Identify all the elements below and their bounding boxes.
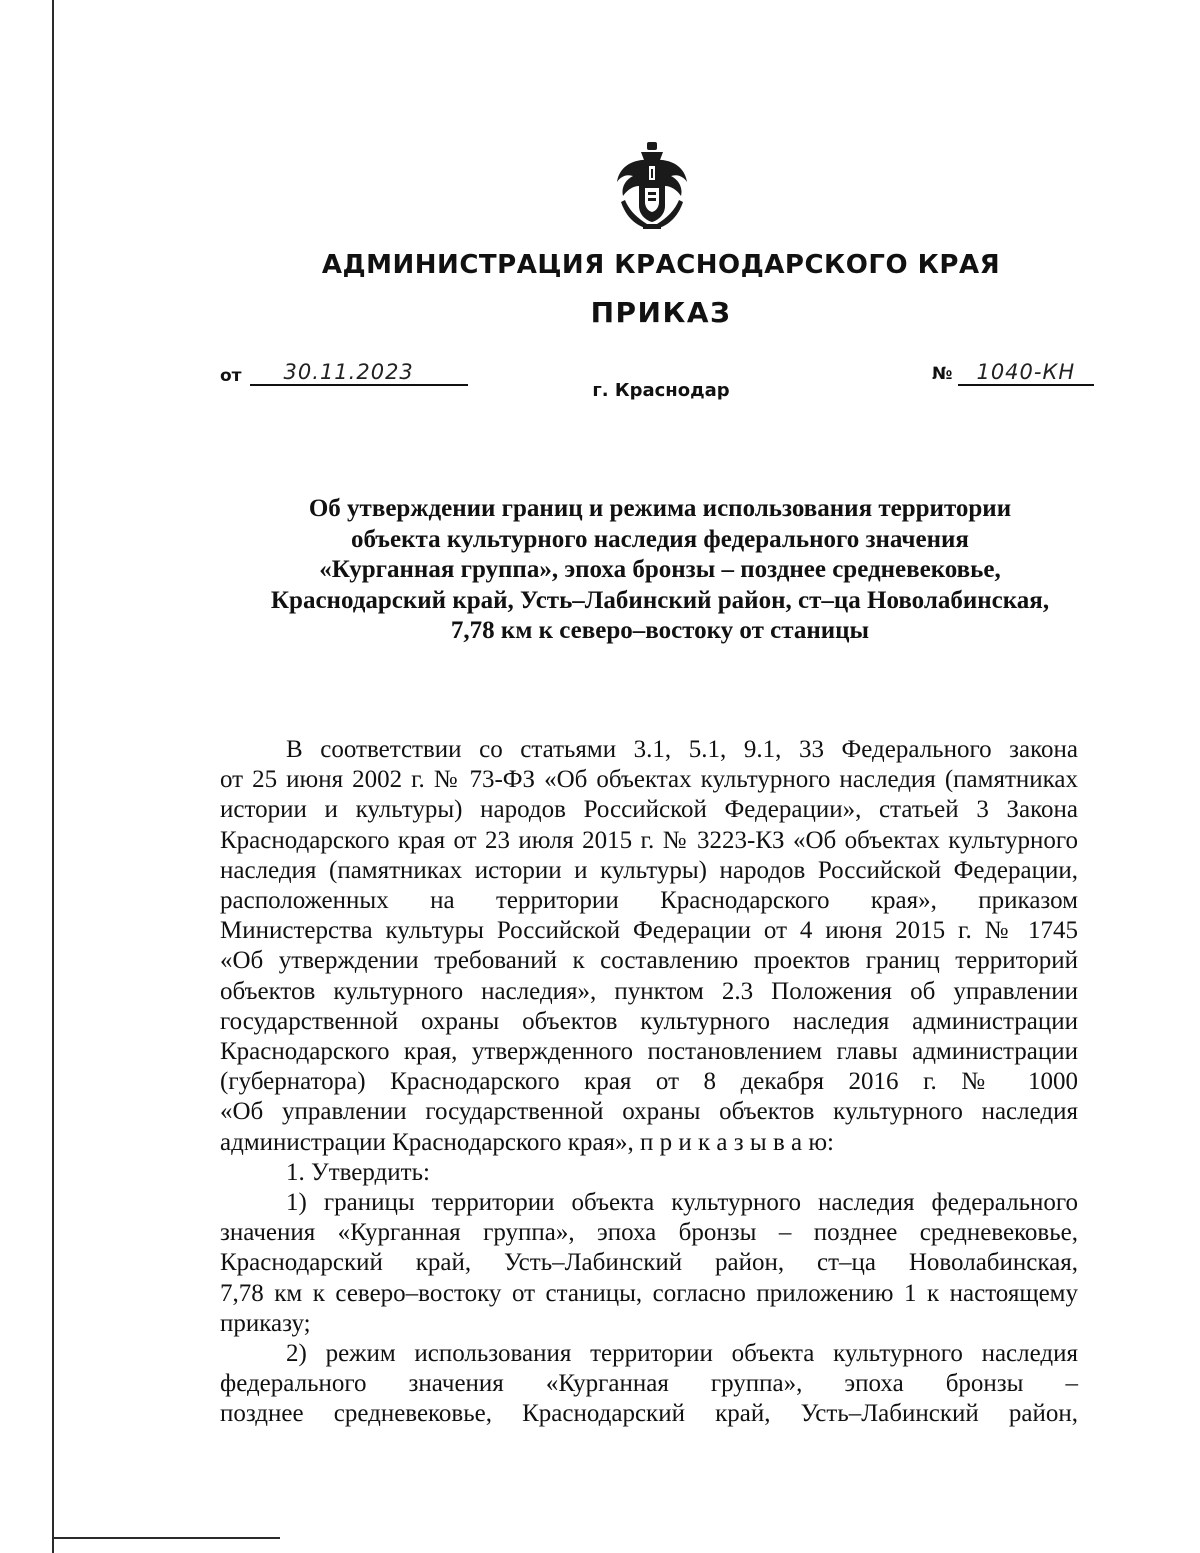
number-prefix: № [932, 364, 953, 384]
body-line: наследия (памятниках истории и культуры) народов Российской Федерации, [220, 856, 1078, 884]
body-line: 7,78 км к северо–востоку от станицы, согласно приложению 1 к настоящему [220, 1279, 1078, 1307]
subject-line: «Курганная группа», эпоха бронзы – позднее средневековье, [319, 556, 1001, 583]
document-body [220, 735, 1078, 1430]
document-subject [220, 494, 1100, 647]
body-line: значения «Курганная группа», эпоха бронзы – позднее средневековье, [220, 1219, 1078, 1247]
body-line: федерального значения «Курганная группа», эпоха бронзы – [220, 1370, 1078, 1398]
footer-line [52, 1537, 280, 1539]
coat-of-arms-emblem [611, 140, 693, 230]
body-line: от 25 июня 2002 г. № 73-ФЗ «Об объектах культурного наследия (памятниках [220, 766, 1078, 794]
body-line: истории и культуры) народов Российской Федерации», статьей 3 Закона [220, 796, 1078, 824]
city-label: г. Краснодар [592, 380, 730, 401]
document-kind-title: ПРИКАЗ [590, 296, 732, 329]
body-line: В соответствии со статьями 3.1, 5.1, 9.1, 33 Федерального закона [286, 736, 1078, 763]
body-line: Краснодарского края, утвержденного постановлением главы администрации [220, 1038, 1078, 1066]
number-line [932, 360, 1094, 386]
body-line: государственной охраны объектов культурного наследия администрации [220, 1007, 1078, 1035]
date-handwritten: 30.11.2023 [250, 360, 468, 386]
body-line: 2) режим использования территории объекта культурного наследия [286, 1340, 1078, 1368]
organization-title: АДМИНИСТРАЦИЯ КРАСНОДАРСКОГО КРАЯ [321, 250, 1001, 280]
body-line: Краснодарский край, Усть–Лабинский район, ст–ца Новолабинская, [220, 1249, 1078, 1277]
subject-line: 7,78 км к северо–востоку от станицы [450, 617, 870, 644]
body-line: объектов культурного наследия», пунктом 2.3 Положения об управлении [220, 977, 1078, 1005]
page-edge-line [52, 0, 54, 1553]
number-handwritten: 1040-КН [958, 360, 1094, 386]
subject-line: Краснодарский край, Усть–Лабинский район, ст–ца Новолабинская, [270, 586, 1050, 614]
body-line: 1. Утвердить: [286, 1158, 430, 1186]
body-line: расположенных на территории Краснодарского края», приказом [220, 887, 1078, 915]
body-line: (губернатора) Краснодарского края от 8 декабря 2016 г. № 1000 [220, 1068, 1078, 1096]
body-line: «Об утверждении требований к составлению проектов границ территорий [220, 947, 1078, 975]
body-line: «Об управлении государственной охраны объектов культурного наследия [220, 1098, 1078, 1126]
body-line: позднее средневековье, Краснодарский край, Усть–Лабинский район, [220, 1400, 1078, 1428]
subject-line: Об утверждении границ и режима использования территории [308, 495, 1012, 522]
body-line: приказу; [220, 1309, 311, 1337]
body-line: Министерства культуры Российской Федерации от 4 июня 2015 г. № 1745 [220, 917, 1078, 945]
body-line: Краснодарского края от 23 июля 2015 г. № 3223-КЗ «Об объектах культурного [220, 826, 1078, 854]
body-line: 1) границы территории объекта культурного наследия федерального [286, 1189, 1078, 1217]
body-line: администрации Краснодарского края», п р и к а з ы в а ю: [220, 1128, 834, 1156]
date-prefix: от [220, 366, 242, 386]
subject-line: объекта культурного наследия федерального значения [351, 525, 969, 553]
